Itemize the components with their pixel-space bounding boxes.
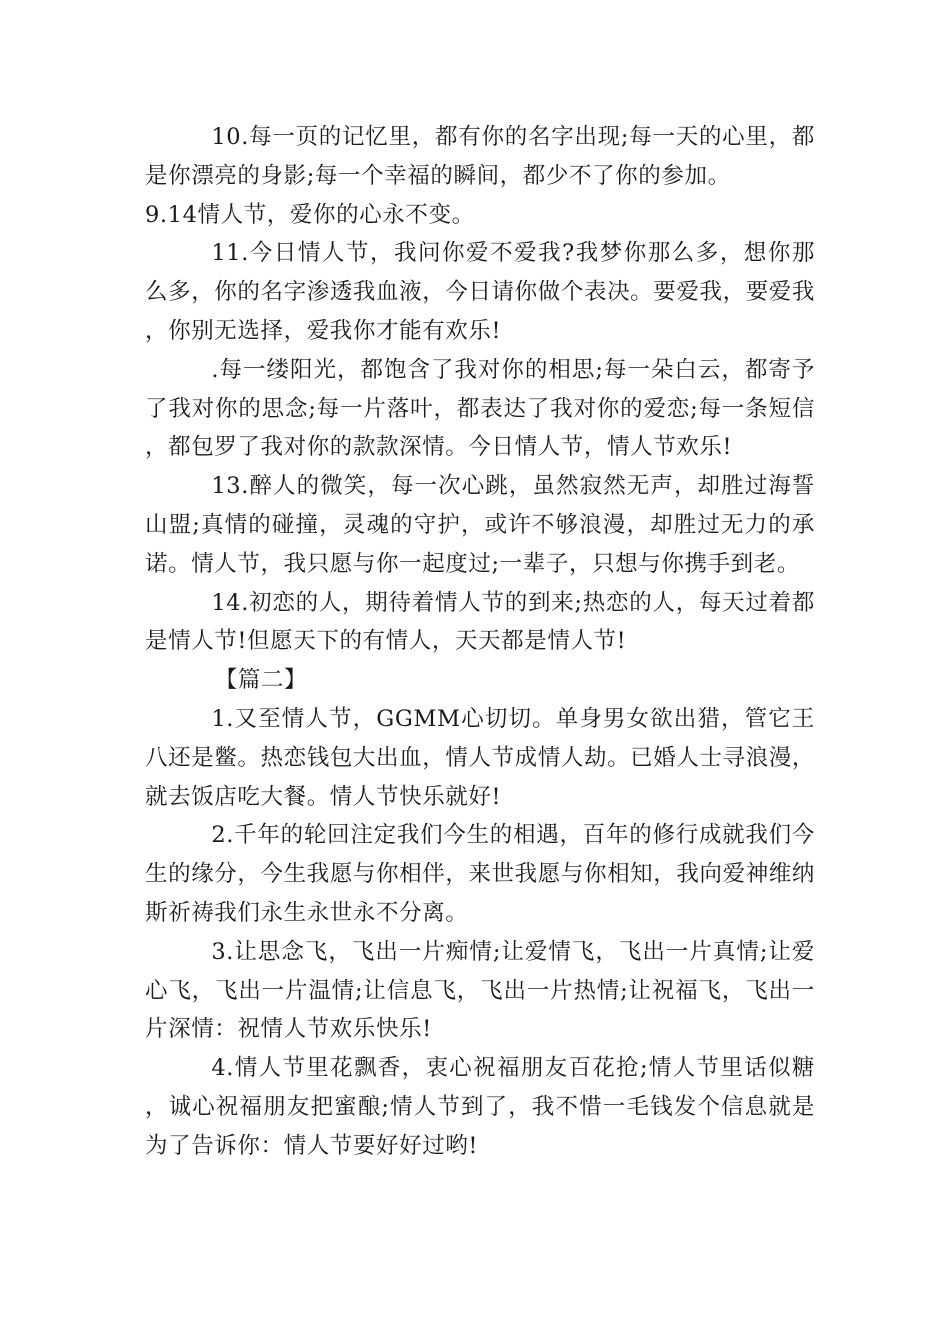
- paragraph-12: .每一缕阳光，都饱含了我对你的相思;每一朵白云，都寄予了我对你的思念;每一片落叶，都表达了我对你的爱恋;每一条短信，都包罗了我对你的款款深情。今日情人节，情人节欢乐!: [145, 356, 815, 461]
- document-body: [145, 118, 815, 1166]
- paragraph-part-two-4: 4.情人节里花飘香，衷心祝福朋友百花抢;情人节里话似糖，诚心祝福朋友把蜜酿;情人节到了，我不惜一毛钱发个信息就是为了告诉你：情人节要好好过哟!: [145, 1055, 815, 1159]
- paragraph-part-two-3: 3.让思念飞，飞出一片痴情;让爱情飞，飞出一片真情;让爱心飞，飞出一片温情;让信息飞，飞出一片热情;让祝福飞，飞出一片深情：祝情人节欢乐快乐!: [145, 938, 815, 1043]
- paragraph-9: 9.14情人节，爱你的心永不变。: [145, 201, 475, 228]
- paragraph-part-two-2: 2.千年的轮回注定我们今生的相遇，百年的修行成就我们今生的缘分，今生我愿与你相伴，来世我愿与你相知，我向爱神维纳斯祈祷我们永生永世永不分离。: [145, 822, 815, 926]
- section-heading-part-two: 【篇二】: [214, 667, 308, 694]
- paragraph-11: 11.今日情人节，我问你爱不爱我?我梦你那么多，想你那么多，你的名字渗透我血液，今日请你做个表决。要爱我，要爱我，你别无选择，爱我你才能有欢乐!: [145, 240, 815, 344]
- paragraph-14: 14.初恋的人，期待着情人节的到来;热恋的人，每天过着都是情人节!但愿天下的有情人，天天都是情人节!: [145, 589, 815, 655]
- paragraph-13: 13.醉人的微笑，每一次心跳，虽然寂然无声，却胜过海誓山盟;真情的碰撞，灵魂的守护，或许不够浪漫，却胜过无力的承诺。情人节，我只愿与你一起度过;一辈子，只想与你携手到老。: [145, 473, 815, 577]
- paragraph-part-two-1: 1.又至情人节，GGMM心切切。单身男女欲出猎，管它王八还是鳖。热恋钱包大出血，情人节成情人劫。已婚人士寻浪漫，就去饭店吃大餐。情人节快乐就好!: [145, 705, 815, 810]
- paragraph-10: 10.每一页的记忆里，都有你的名字出现;每一天的心里，都是你漂亮的身影;每一个幸福的瞬间，都少不了你的参加。: [145, 124, 815, 189]
